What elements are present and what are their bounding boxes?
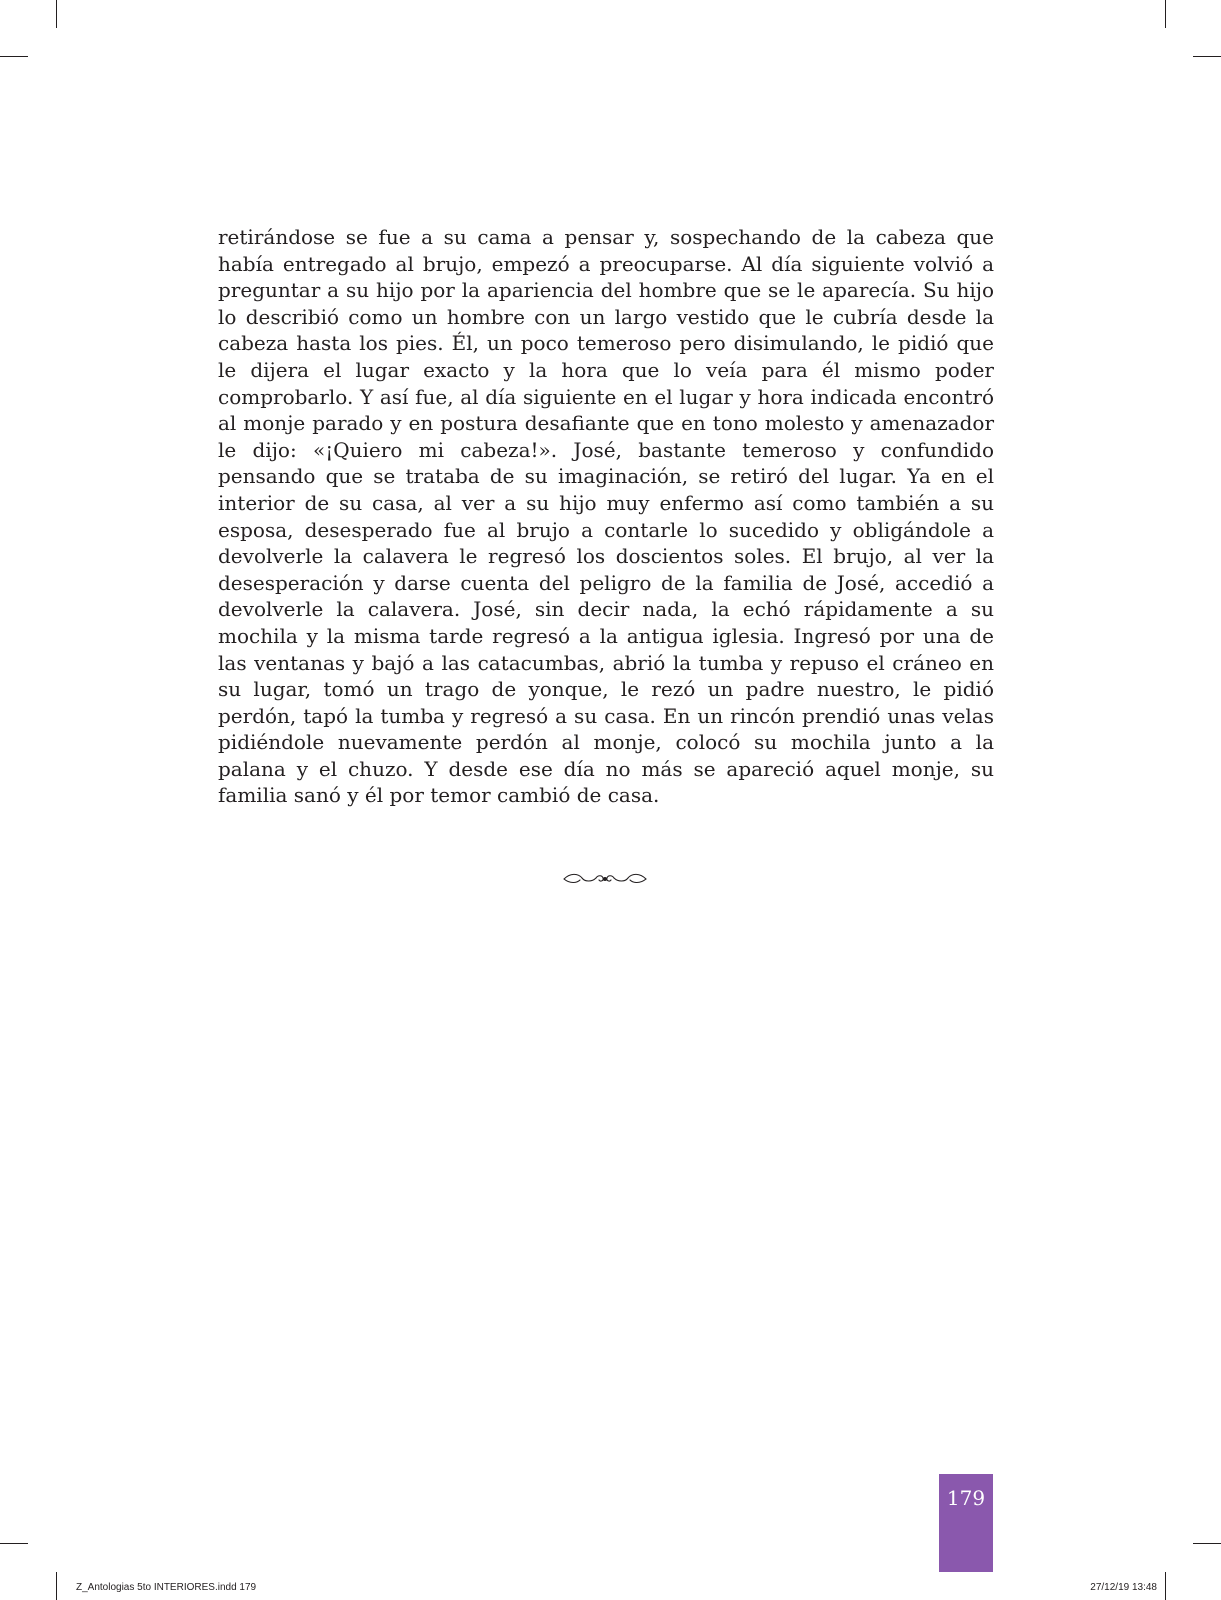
crop-mark-bottom-right-vertical	[1165, 1572, 1166, 1600]
page-number-tab	[939, 1474, 993, 1572]
crop-mark-top-left-horizontal	[0, 56, 28, 57]
crop-mark-top-right-vertical	[1165, 0, 1166, 28]
print-slug-datetime: 27/12/19 13:48	[1090, 1582, 1157, 1593]
story-paragraph: retirándose se fue a su cama a pensar y, sospechando de la cabeza que había entregado al brujo, empezó a preocuparse. Al día siguiente volvió a preguntar a su hijo por la apariencia del hombre que se le aparecía. Su hijo lo describió como un hombre con un largo vestido que le cubría desde la cabeza hasta los pies. Él, un poco temeroso pero disimulando, le pidió que le dijera el lugar exacto y la hora que lo veía para él mismo poder comprobarlo. Y así fue, al día siguiente en el lugar y hora indicada encontró al monje parado y en postura desafiante que en tono molesto y amenazador le dijo: «¡Quiero mi cabeza!». José, bastante temeroso y confundido pensando que se trataba de su imaginación, se retiró del lugar. Ya en el interior de su casa, al ver a su hijo muy enfermo así como también a su esposa, desesperado fue al brujo a contarle lo sucedido y obligándole a devolverle la calavera le regresó los doscientos soles. El brujo, al ver la desesperación y darse cuenta del peligro de la familia de José, accedió a devolverle la calavera. José, sin decir nada, la echó rápidamente a su mochila y la misma tarde regresó a la antigua iglesia. Ingresó por una de las ventanas y bajó a las catacumbas, abrió la tumba y repuso el cráneo en su lugar, tomó un trago de yonque, le rezó un padre nuestro, le pidió perdón, tapó la tumba y regresó a su casa. En un rincón prendió unas velas pidiéndole nuevamente perdón al monje, colocó su mochila junto a la palana y el chuzo. Y desde ese día no más se apareció aquel monje, su familia sanó y él por temor cambió de casa.	[218, 225, 994, 808]
crop-mark-bottom-right-horizontal	[1193, 1543, 1221, 1544]
flourish-divider-icon	[562, 869, 648, 889]
crop-mark-top-left-vertical	[56, 0, 57, 28]
page-number: 179	[946, 1486, 986, 1510]
body-text	[218, 224, 994, 809]
crop-mark-bottom-left-horizontal	[0, 1543, 28, 1544]
print-slug-filename: Z_Antologias 5to INTERIORES.indd 179	[76, 1582, 257, 1593]
crop-mark-top-right-horizontal	[1193, 56, 1221, 57]
crop-mark-bottom-left-vertical	[56, 1572, 57, 1600]
